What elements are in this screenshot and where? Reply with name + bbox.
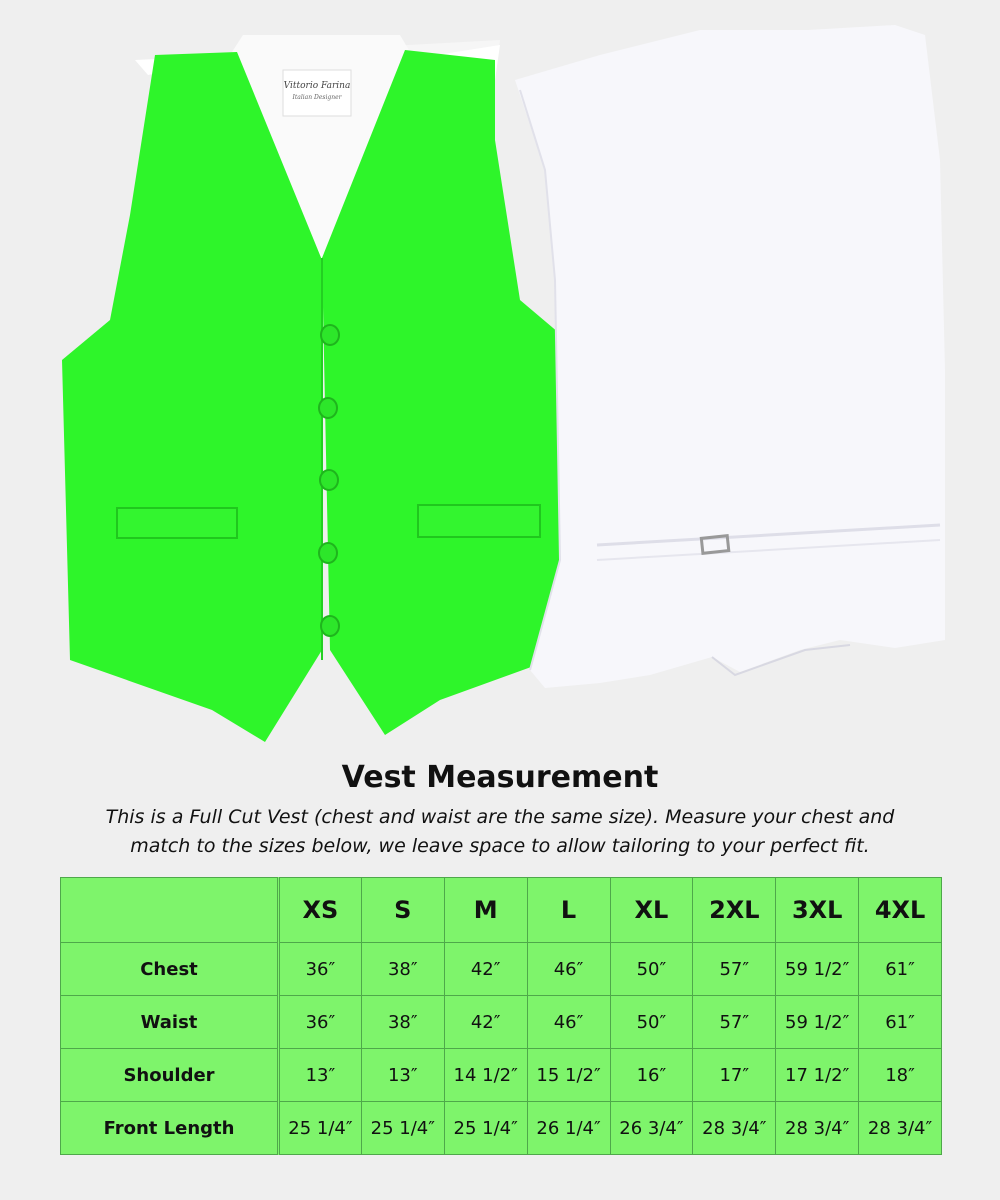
table-row <box>61 943 942 996</box>
measurement-label: Shoulder <box>61 1049 279 1102</box>
measurement-value: 59 1/2″ <box>776 996 859 1049</box>
measurement-value: 36″ <box>279 996 362 1049</box>
measurement-value: 17″ <box>693 1049 776 1102</box>
measurement-value: 17 1/2″ <box>776 1049 859 1102</box>
measurement-value: 26 3/4″ <box>610 1102 693 1155</box>
size-column-header: M <box>444 878 527 943</box>
measurement-label: Chest <box>61 943 279 996</box>
measurement-value: 28 3/4″ <box>693 1102 776 1155</box>
measurement-value: 16″ <box>610 1049 693 1102</box>
size-column-header: S <box>361 878 444 943</box>
measurement-value: 28 3/4″ <box>776 1102 859 1155</box>
button <box>321 616 339 636</box>
measurement-value: 25 1/4″ <box>444 1102 527 1155</box>
measurement-value: 25 1/4″ <box>279 1102 362 1155</box>
measurement-value: 13″ <box>279 1049 362 1102</box>
table-corner-cell <box>61 878 279 943</box>
table-header-row <box>61 878 942 943</box>
measurement-value: 42″ <box>444 996 527 1049</box>
measurement-value: 36″ <box>279 943 362 996</box>
table-row <box>61 1102 942 1155</box>
measurement-value: 61″ <box>859 943 942 996</box>
measurement-value: 38″ <box>361 996 444 1049</box>
size-column-header: 3XL <box>776 878 859 943</box>
left-pocket <box>117 508 237 538</box>
description <box>60 803 940 861</box>
brand-label-tag: Italian Designer <box>292 94 342 101</box>
size-table <box>60 877 942 1155</box>
right-pocket <box>418 505 540 537</box>
brand-label-name: Vittorio Farina <box>283 81 351 91</box>
size-column-header: XS <box>279 878 362 943</box>
size-column-header: XL <box>610 878 693 943</box>
measurement-value: 18″ <box>859 1049 942 1102</box>
measurement-value: 26 1/4″ <box>527 1102 610 1155</box>
measurement-value: 50″ <box>610 996 693 1049</box>
size-column-header: 4XL <box>859 878 942 943</box>
size-chart <box>60 877 942 1154</box>
size-column-header: 2XL <box>693 878 776 943</box>
measurement-value: 38″ <box>361 943 444 996</box>
button <box>319 543 337 563</box>
measurement-label: Waist <box>61 996 279 1049</box>
measurement-value: 28 3/4″ <box>859 1102 942 1155</box>
measurement-value: 46″ <box>527 943 610 996</box>
description-line-2: match to the sizes below, we leave space to allow tailoring to your perfect fit. <box>130 835 870 857</box>
button <box>319 398 337 418</box>
size-column-header: L <box>527 878 610 943</box>
description-line-1: This is a Full Cut Vest (chest and waist are the same size). Measure your chest and <box>105 806 895 828</box>
back-vest <box>515 25 945 688</box>
measurement-value: 15 1/2″ <box>527 1049 610 1102</box>
measurement-value: 57″ <box>693 943 776 996</box>
measurement-value: 59 1/2″ <box>776 943 859 996</box>
measurement-value: 50″ <box>610 943 693 996</box>
table-row <box>61 996 942 1049</box>
button <box>321 325 339 345</box>
page-title: Vest Measurement <box>341 760 659 795</box>
measurement-value: 57″ <box>693 996 776 1049</box>
button <box>320 470 338 490</box>
measurement-value: 46″ <box>527 996 610 1049</box>
measurement-label: Front Length <box>61 1102 279 1155</box>
front-vest <box>62 35 585 742</box>
measurement-value: 25 1/4″ <box>361 1102 444 1155</box>
brand-label <box>283 70 351 116</box>
measurement-value: 61″ <box>859 996 942 1049</box>
measurement-value: 13″ <box>361 1049 444 1102</box>
table-row <box>61 1049 942 1102</box>
measurement-value: 42″ <box>444 943 527 996</box>
measurement-value: 14 1/2″ <box>444 1049 527 1102</box>
